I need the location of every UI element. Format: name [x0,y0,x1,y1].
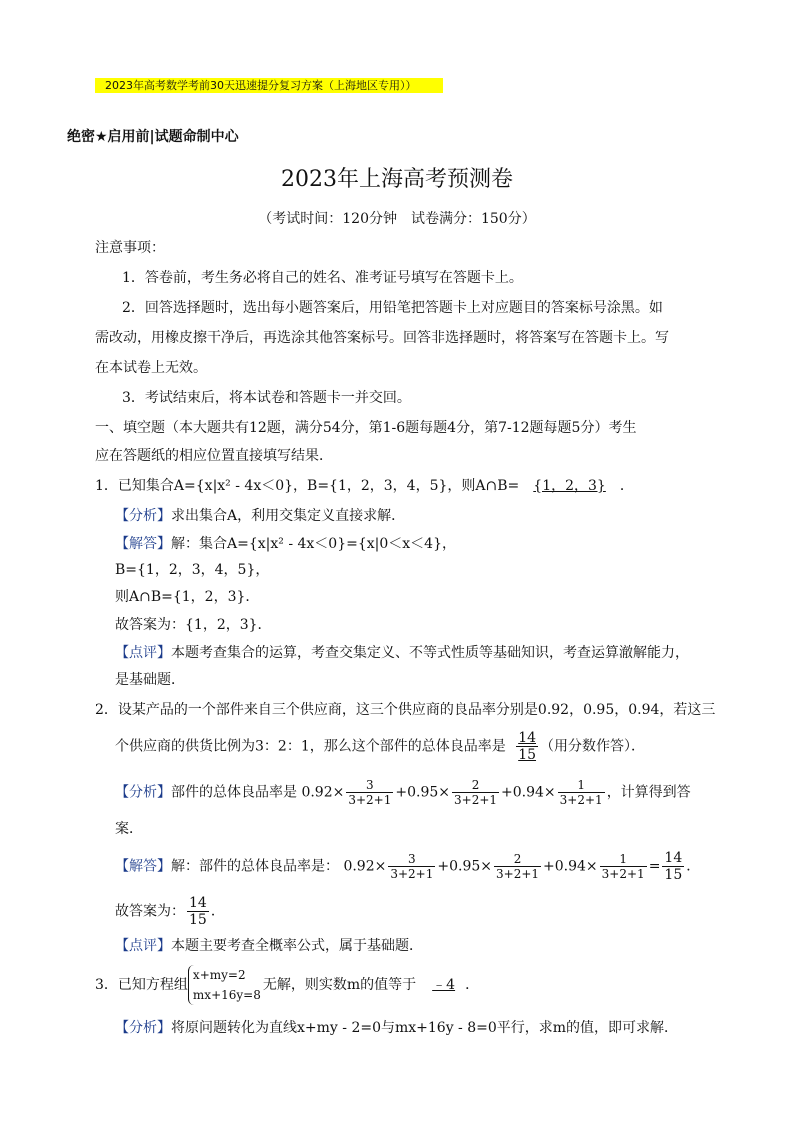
q1-prefix: 1．已知集合 [95,478,174,494]
q2-text: 个供应商的供货比例为3：2：1，那么这个部件的总体良品率是 [115,738,506,755]
notice-item-1: 1．答卷前，考生务必将自己的姓名、准考证号填写在答题卡上。 [122,270,523,286]
period: ． [210,903,225,920]
comment-tag: 【点评】 [115,938,171,954]
section-line-1: 一、填空题（本大题共有12题，满分54分，第1-6题每题4分，第7-12题每题5分）考生 [95,420,637,436]
q3-answer: ﹣4 [432,977,456,993]
q1-sets: A={x|x² - 4x＜0}，B={1，2，3，4，5}，则A∩B= [173,478,520,494]
fraction-denominator: 15 [189,912,207,928]
fraction-numerator: 14 [664,850,683,866]
q3-end: ． [465,977,480,993]
question-2-line-1: 2．设某产品的一个部件来自三个供应商，这三个供应商的良品率分别是0.92，0.95，0.94，若这三 [95,702,716,718]
q2-fraction-3 [600,852,647,881]
q3-prefix: 3．已知方程组 [95,977,188,993]
banner-highlight [95,78,443,93]
fraction-numerator: 14 [189,895,207,911]
solution-tag: 【解答】 [115,536,171,552]
section-line-2: 应在答题纸的相应位置直接填写结果． [95,448,333,464]
q1-solution-line-2: B={1，2，3，4，5}， [115,562,270,578]
q2-final-answer [115,895,225,928]
q1-analysis [115,506,405,526]
fraction-numerator: 1 [558,778,605,793]
equation-2: mx+16y=8 [192,988,261,1002]
confidential-label: 绝密★启用前|试题命制中心 [67,129,239,145]
question-1 [95,476,634,496]
q1-final-answer: 故答案为：{1，2，3}． [115,617,272,633]
fraction-denominator: 15 [518,747,537,763]
q2-analysis-line-2: 案． [115,821,143,837]
fraction-numerator: 14 [518,730,537,746]
fraction-numerator: 3 [388,852,435,867]
q2-comment-text: 本题主要考查全概率公式，属于基础题． [171,938,423,954]
q1-analysis-text: 求出集合A，利用交集定义直接求解． [171,508,406,524]
q2-solution-text: 解：部件的总体良品率是： [171,858,339,875]
q1-answer: {1，2，3} [533,478,606,494]
fraction-numerator: 2 [494,852,541,867]
q2-fraction-2 [494,852,541,881]
fraction-denominator: 3+2+1 [559,793,603,807]
fraction-numerator: 2 [452,778,499,793]
q2-result-fraction [662,850,684,883]
fraction-denominator: 3+2+1 [390,867,434,881]
q3-text: 无解，则实数m的值等于 [262,977,417,993]
q2-final-text: 故答案为： [115,903,185,920]
banner-text: 2023年高考数学考前30天迅速提分复习方案（上海地区专用）） [105,79,417,92]
q1-comment [115,643,689,663]
period: ． [686,858,701,875]
q2-fraction-1 [346,778,393,807]
q2-text-end: （用分数作答）． [540,738,646,755]
q1-solution-line-3: 则A∩B={1，2，3}． [115,589,260,605]
fraction-denominator: 15 [664,867,683,883]
q2-fraction-1 [388,852,435,881]
q1-end: ． [619,478,634,494]
analysis-tag: 【分析】 [115,1020,171,1036]
q2-term-2: +0.95× [395,784,451,801]
q2-final-fraction [187,895,209,928]
q2-term-1: 0.92× [301,784,345,801]
q2-answer-fraction [516,730,538,763]
q2-analysis-end: ，计算得到答 [606,784,691,801]
fraction-denominator: 3+2+1 [348,793,392,807]
comment-tag: 【点评】 [115,645,171,661]
notice-item-2-line-3: 在本试卷上无效。 [95,360,207,376]
q2-comment [115,936,423,956]
fraction-numerator: 1 [600,852,647,867]
equation-1: x+my=2 [192,968,246,982]
notice-item-3: 3．考试结束后，将本试卷和答题卡一并交回。 [122,390,411,406]
q2-fraction-2 [452,778,499,807]
q1-comment-line-1: 本题考查集合的运算，考查交集定义、不等式性质等基础知识，考查运算澈解能力， [171,645,689,661]
q2-term-1: 0.92× [343,858,387,875]
fraction-denominator: 3+2+1 [496,867,540,881]
q2-solution [115,850,700,883]
q2-term-2: +0.95× [437,858,493,875]
q2-analysis [115,778,691,807]
equals-sign: = [648,858,661,875]
fraction-denominator: 3+2+1 [601,867,645,881]
question-2-line-2 [115,730,645,763]
notice-item-2-line-1: 2．回答选择题时，选出每小题答案后，用铅笔把答题卡上对应题目的答案标号涂黑。如 [122,300,663,316]
analysis-tag: 【分析】 [115,784,171,801]
question-3 [95,965,479,1005]
page-title: 2023年上海高考预测卷 [281,167,513,192]
q3-analysis [115,1018,678,1038]
q2-term-3: +0.94× [501,784,556,801]
fraction-denominator: 3+2+1 [454,793,498,807]
q2-analysis-text: 部件的总体良品率是 [171,784,297,801]
q2-fraction-3 [558,778,605,807]
q1-comment-line-2: 是基础题． [115,672,185,688]
equation-system [188,965,261,1005]
exam-info: （考试时间：120分钟 试卷满分：150分） [258,211,536,227]
notice-item-2-line-2: 需改动，用橡皮擦干净后，再选涂其他答案标号。回答非选择题时，将答案写在答题卡上。写 [95,330,669,346]
q3-analysis-text: 将原问题转化为直线x+my - 2=0与mx+16y - 8=0平行，求m的值，即可求解． [171,1020,679,1036]
analysis-tag: 【分析】 [115,508,171,524]
q2-term-3: +0.94× [543,858,598,875]
fraction-numerator: 3 [346,778,393,793]
q1-solution-line-1: 解：集合A={x|x² - 4x＜0}={x|0＜x＜4}， [171,536,456,552]
solution-tag: 【解答】 [115,858,171,875]
q1-solution [115,534,456,554]
notice-heading: 注意事项： [95,240,165,256]
